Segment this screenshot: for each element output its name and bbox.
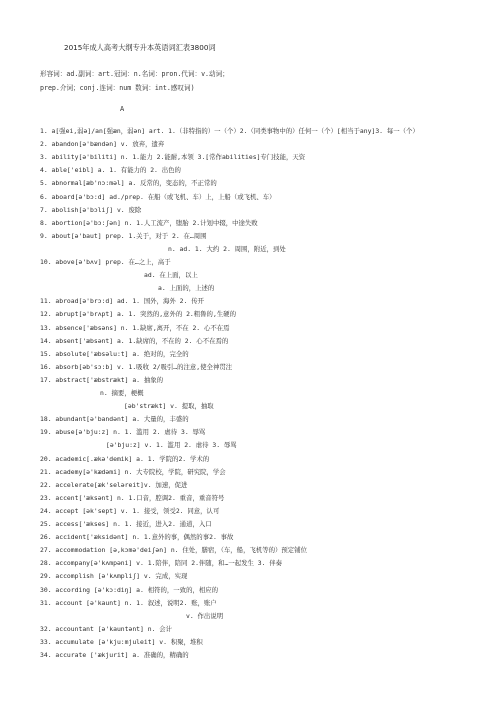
vocab-entry: n. ad. 1. 大约 2. 周围，附近，到处 <box>168 244 286 253</box>
vocab-entry: 21. academy[ə'kædəmi] n. 大专院校，学院，研究院，学会 <box>40 467 226 476</box>
document-title: 2015年成人高考大纲专升本英语词汇表3800词 <box>64 43 216 52</box>
vocab-entry: [ə'bju:z] v. 1. 滥用 2. 虐待 3. 辱骂 <box>106 441 237 450</box>
vocab-entry: 26. accident['æksidənt] n. 1.意外的事，偶然的事2. 事故 <box>40 533 234 542</box>
vocab-entry: 15. absolute['æbsəlu:t] a. 绝对的，完全的 <box>40 349 189 358</box>
vocab-entry: ad. 在上面，以上 <box>144 271 198 280</box>
vocab-entry: 1. a[强ei,弱ə]/an[强æn，弱ən] art. 1.（非特指的）一（个）2.（同类事物中的）任何一（个）[相当于any]3. 每一（个） <box>40 127 419 135</box>
vocab-entry: 33. accumulate [ə'kju:mjuleit] v. 积聚，堆积 <box>40 637 203 646</box>
vocab-entry: a. 上面的，上述的 <box>158 284 215 293</box>
vocab-entry: 9. about[ə'baut] prep. 1.关于，对于 2. 在…周围 <box>40 231 207 240</box>
vocab-entry: 28. accompany[ə'kʌmpəni] v. 1.陪伴，陪同 2.伴随，和…一起发生 3. 伴奏 <box>40 559 283 568</box>
vocab-entry: 16. absorb[əb'sɔ:b] v. 1.吸收 2/吸引…的注意,使全神贯注 <box>40 362 233 371</box>
vocab-entry: 29. accomplish [ə'kʌmpliʃ] v. 完成，实现 <box>40 572 188 581</box>
abbreviation-legend-line-2: prep.介词；conj.连词：num 数词：int.感叹词) <box>40 84 195 92</box>
vocab-entry: 3. ability[ə'biliti] n. 1.能力 2.能耐,本领 3.[常作abilities]专门技能，天资 <box>40 153 306 162</box>
vocab-entry: v. 作出说明 <box>186 611 224 620</box>
section-letter: A <box>120 105 125 113</box>
vocab-entry: 2. abandon[ə'bændən] v. 放弃，遗弃 <box>40 140 165 149</box>
vocab-entry: 17. abstract['æbstrækt] a. 抽象的 <box>40 375 164 384</box>
vocab-entry: 5. abnormal[æb'nɔ:məl] a. 反常的，变态的，不正常的 <box>40 179 217 188</box>
vocab-entry: 11. abroad[ə'brɔ:d] ad. 1. 国外，海外 2. 传开 <box>40 297 205 306</box>
vocab-entry: 19. abuse[ə'bju:z] n. 1. 滥用 2. 虐待 3. 辱骂 <box>40 428 206 437</box>
vocab-entry: 4. able['eibl] a. 1. 有能力的 2. 出色的 <box>40 166 181 175</box>
vocab-entry: 12. abrupt[ə'brʌpt] a. 1. 突然的,意外的 2.粗鲁的,生硬的 <box>40 310 236 319</box>
abbreviation-legend-line-1: 形容词：ad.副词：art.冠词：n.名词：pron.代词：v.动词； <box>40 70 229 78</box>
vocab-entry: 10. above[ə'bʌv] prep. 在…之上，高于 <box>40 258 171 266</box>
vocab-entry: 32. accountant [ə'kauntənt] n. 会计 <box>40 624 173 633</box>
vocab-entry: 14. absent['æbsənt] a. 1.缺席的，不在的 2. 心不在焉的 <box>40 336 229 345</box>
vocab-entry: 25. access['ækses] n. 1. 接近，进入2. 通道，入口 <box>40 520 212 528</box>
vocab-entry: 8. abortion[ə'bɔ:ʃən] n. 1.人工流产，堕胎 2.计划中辍，中途失败 <box>40 218 258 227</box>
vocab-entry: 23. accent['æksənt] n. 1.口音，腔调2. 重音，重音符号 <box>40 493 225 502</box>
vocab-entry: 34. accurate ['ækjurit] a. 准确的，精确的 <box>40 651 189 659</box>
vocab-entry: 6. aboard[ə'bɔ:d] ad./prep. 在船（或飞机、车）上，上船（或飞机、车） <box>40 192 276 201</box>
vocab-entry: 20. academic[.ækə'demik] a. 1. 学院的2. 学术的 <box>40 454 210 463</box>
vocab-entry: 31. account [ə'kaunt] n. 1. 叙述，说明2. 账，账户 <box>40 598 217 607</box>
vocab-entry: n. 摘要，梗概 <box>100 389 144 397</box>
vocab-entry: 24. accept [ək'sept] v. 1. 接受，领受2. 同意，认可 <box>40 506 220 515</box>
vocab-entry: [əb'strækt] v. 提取，抽取 <box>124 402 214 411</box>
vocab-entry: 30. according [ə'kɔ:diŋ] a. 相符的，一致的，相应的 <box>40 585 219 594</box>
vocab-entry: 18. abundant[ə'bandənt] a. 大量的，丰盛的 <box>40 415 189 424</box>
vocab-entry: 13. absence['æbsəns] n. 1.缺席,离开，不在 2. 心不在焉 <box>40 323 230 332</box>
vocab-entry: 27. accommodation [ə,kɔmə'deiʃən] n. 住处，膳宿，（车，船，飞机等的）预定铺位 <box>40 546 307 555</box>
vocab-entry: 7. abolish[ə'bɔliʃ] v. 废除 <box>40 205 142 214</box>
vocab-entry: 22. accelerate[æk'seləreit]v. 加速，促进 <box>40 480 188 489</box>
